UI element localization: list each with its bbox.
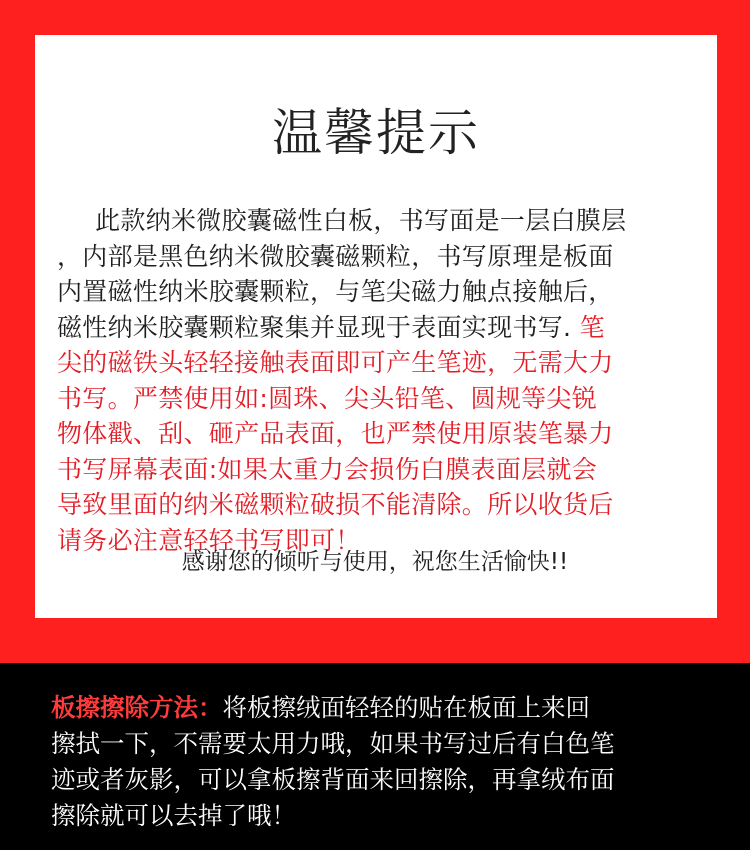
- page-title: 温馨提示: [272, 104, 480, 162]
- warning-line-7: 物体戳、刮、砸产品表面，也严禁使用原装笔暴力: [57, 419, 614, 448]
- eraser-line-2: 擦拭一下，不需要太用力哦，如果书写过后有白色笔: [51, 729, 615, 758]
- eraser-line-3: 迹或者灰影，可以拿板擦背面来回擦除，再拿绒布面: [51, 765, 615, 794]
- notice-card: [35, 35, 717, 618]
- notice-paragraph: [57, 203, 707, 558]
- paragraph-line-3: 内置磁性纳米胶囊颗粒，与笔尖磁力触点接触后，: [57, 277, 614, 306]
- paragraph-line-1: [57, 203, 707, 239]
- paragraph-line-1-text: 此款纳米微胶囊磁性白板，书写面是一层白膜层: [95, 206, 627, 235]
- warning-start: 笔: [579, 312, 605, 342]
- eraser-instructions: [51, 690, 731, 834]
- eraser-line-4: 擦除就可以去掉了哦！: [51, 801, 296, 830]
- warning-line-8: 书写屏幕表面:如果太重力会损伤白膜表面层就会: [57, 454, 598, 484]
- thanks-message: 感谢您的倾听与使用，祝您生活愉快!!: [181, 549, 569, 575]
- warning-line-9: 导致里面的纳米磁颗粒破损不能清除。所以收货后: [57, 490, 614, 519]
- warning-line-6: 书写。严禁使用如:圆珠、尖头铅笔、圆规等尖锐: [57, 383, 598, 413]
- warning-line-5: 尖的磁铁头轻轻接触表面即可产生笔迹，无需大力: [57, 348, 614, 377]
- eraser-line-1: [51, 690, 731, 726]
- eraser-line-1-text: 将板擦绒面轻轻的贴在板面上来回: [222, 693, 590, 722]
- eraser-method-label: 板擦擦除方法：: [51, 693, 223, 722]
- paragraph-line-4-text: 磁性纳米胶囊颗粒聚集并显现于表面实现书写.: [57, 312, 572, 342]
- paragraph-line-2: ，内部是黑色纳米微胶囊磁颗粒，书写原理是板面: [57, 241, 614, 271]
- paragraph-line-4: [57, 310, 707, 346]
- warning-line-10: 请务必注意轻轻书写即可！: [57, 525, 361, 555]
